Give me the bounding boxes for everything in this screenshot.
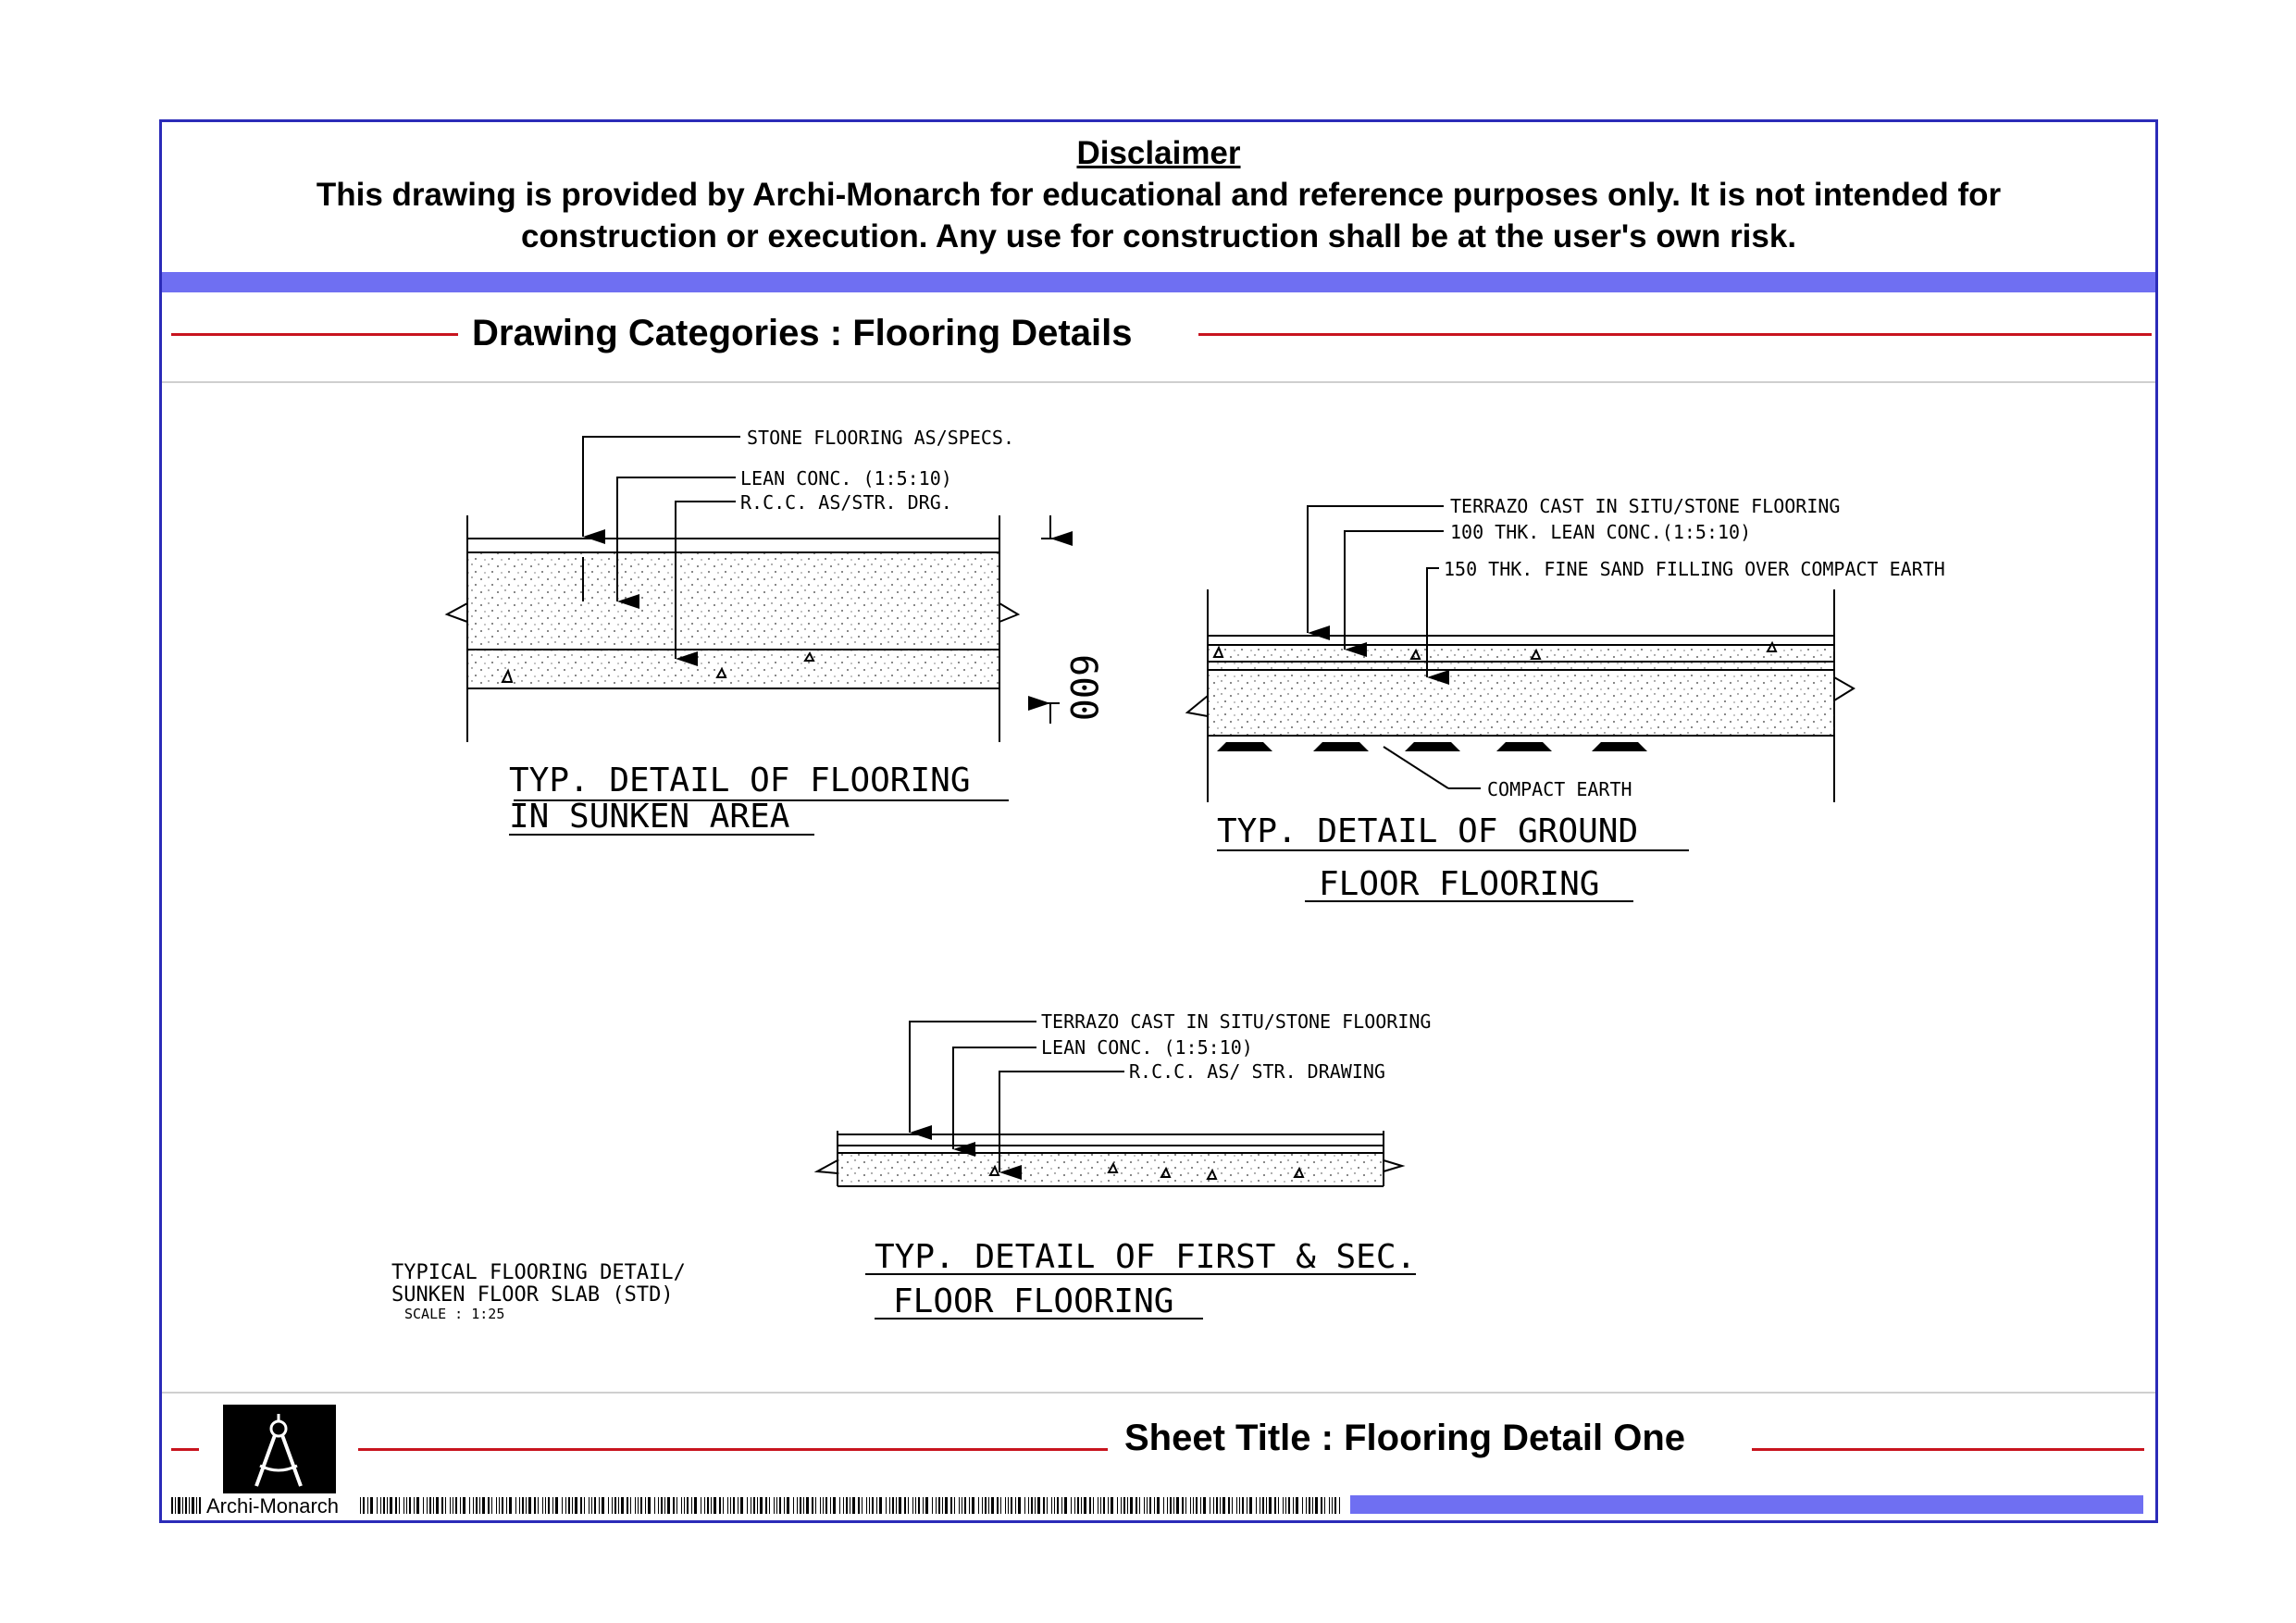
barcode-bar — [711, 1497, 712, 1514]
barcode-bar — [482, 1497, 485, 1514]
barcode-bar — [1176, 1497, 1179, 1514]
barcode-bar — [985, 1497, 987, 1514]
barcode-bar — [862, 1497, 863, 1514]
barcode-bar — [416, 1497, 419, 1514]
barcode-bar — [1061, 1497, 1062, 1514]
barcode-bar — [1136, 1497, 1137, 1514]
disclaimer-line-1: This drawing is provided by Archi-Monarch for educational and reference purposes only. It is not intended for — [316, 177, 2002, 213]
barcode-bar — [1339, 1497, 1340, 1514]
barcode-bar — [923, 1497, 924, 1514]
sunken-title-2: IN SUNKEN AREA — [509, 798, 790, 836]
barcode-bar — [548, 1497, 550, 1514]
barcode-bar — [403, 1497, 404, 1514]
barcode-bar — [866, 1497, 867, 1514]
barcode-bar — [455, 1497, 457, 1514]
barcode-bar — [876, 1497, 877, 1514]
barcode-bar — [515, 1497, 516, 1514]
barcode-bar — [608, 1497, 609, 1514]
barcode-bar — [714, 1497, 716, 1514]
barcode-bar — [1117, 1497, 1118, 1514]
note-line-1: TYPICAL FLOORING DETAIL/ — [391, 1261, 686, 1284]
barcode-bar — [502, 1497, 503, 1514]
barcode-bar — [1139, 1497, 1140, 1514]
barcode-bar — [869, 1497, 870, 1514]
barcode-bar — [612, 1497, 613, 1514]
barcode-bar — [476, 1497, 478, 1514]
barcode-bar — [584, 1497, 585, 1514]
barcode-bar — [1216, 1497, 1218, 1514]
note-line-2: SUNKEN FLOOR SLAB (STD) — [391, 1283, 674, 1307]
barcode-bar — [460, 1497, 461, 1514]
barcode-bar — [1154, 1497, 1155, 1514]
ground-title-1: TYP. DETAIL OF GROUND — [1217, 812, 1639, 850]
barcode-bar — [414, 1497, 415, 1514]
barcode-bar — [691, 1497, 692, 1514]
barcode-bar — [377, 1497, 378, 1514]
barcode-bar — [988, 1497, 989, 1514]
barcode-bar — [479, 1497, 480, 1514]
barcode-bar — [784, 1497, 785, 1514]
barcode-bar — [519, 1497, 520, 1514]
barcode-bar — [915, 1497, 916, 1514]
barcode-bar — [1024, 1497, 1025, 1514]
barcode-bar — [1321, 1497, 1322, 1514]
barcode-bar — [959, 1497, 960, 1514]
barcode-bar — [969, 1497, 970, 1514]
barcode-bar — [528, 1497, 531, 1514]
barcode-bar — [694, 1497, 697, 1514]
barcode-bar — [839, 1497, 840, 1514]
barcode-bar — [757, 1497, 758, 1514]
footer-rule-left — [171, 1448, 199, 1451]
barcode-bar — [769, 1497, 770, 1514]
category-row — [162, 292, 2155, 383]
barcode-bar — [473, 1497, 474, 1514]
barcode-bar — [673, 1497, 675, 1514]
barcode-bar — [723, 1497, 724, 1514]
barcode-bar — [1220, 1497, 1221, 1514]
ground-label-lean: 100 THK. LEAN CONC.(1:5:10) — [1450, 521, 1752, 543]
barcode-bar — [954, 1497, 955, 1514]
barcode-bar — [899, 1497, 901, 1514]
barcode-bar — [441, 1497, 443, 1514]
barcode-bar — [1028, 1497, 1029, 1514]
footer-rule-mid — [358, 1448, 1108, 1451]
barcode-bar — [858, 1497, 860, 1514]
barcode-bar — [812, 1497, 813, 1514]
barcode-bar — [568, 1497, 570, 1514]
barcode-bar — [1222, 1497, 1225, 1514]
upper-title-2: FLOOR FLOORING — [893, 1282, 1174, 1320]
brand-name: Archi-Monarch — [206, 1494, 340, 1518]
barcode-bar — [360, 1497, 361, 1514]
barcode-bar — [892, 1497, 894, 1514]
barcode-bar — [427, 1497, 428, 1514]
barcode-bar — [661, 1497, 663, 1514]
barcode-bar — [779, 1497, 781, 1514]
barcode-bar — [1332, 1497, 1333, 1514]
barcode-bar — [800, 1497, 801, 1514]
barcode-bar — [552, 1497, 553, 1514]
barcode-bar — [1167, 1497, 1168, 1514]
barcode-bar — [1274, 1497, 1276, 1514]
barcode-bar — [1081, 1497, 1082, 1514]
barcode-bar — [1242, 1497, 1244, 1514]
barcode-bar — [1077, 1497, 1079, 1514]
barcode-bar — [972, 1497, 974, 1514]
barcode-bar — [1306, 1497, 1307, 1514]
barcode-bar — [991, 1497, 994, 1514]
barcode-bar — [433, 1497, 434, 1514]
barcode-bar — [912, 1497, 913, 1514]
barcode-bar — [562, 1497, 563, 1514]
ground-label-terrazo: TERRAZO CAST IN SITU/STONE FLOORING — [1450, 495, 1841, 517]
barcode-bar — [1054, 1497, 1055, 1514]
barcode-bar — [825, 1497, 827, 1514]
barcode-bar — [1288, 1497, 1290, 1514]
barcode-bar — [363, 1497, 365, 1514]
barcode-bar — [423, 1497, 424, 1514]
barcode-bar — [1193, 1497, 1194, 1514]
barcode-bar — [908, 1497, 909, 1514]
barcode-bar — [925, 1497, 928, 1514]
barcode-bar — [1130, 1497, 1133, 1514]
compass-icon — [223, 1405, 336, 1493]
barcode-bar — [370, 1497, 373, 1514]
barcode-bar — [635, 1497, 636, 1514]
barcode-bar — [918, 1497, 920, 1514]
upper-title-1: TYP. DETAIL OF FIRST & SEC. — [875, 1238, 1417, 1276]
barcode-bar — [1196, 1497, 1198, 1514]
barcode-bar — [630, 1497, 631, 1514]
barcode-bar — [1315, 1497, 1318, 1514]
barcode-bar — [760, 1497, 763, 1514]
barcode-bar — [1262, 1497, 1264, 1514]
ground-title-2: FLOOR FLOORING — [1319, 865, 1600, 903]
barcode-bar — [509, 1497, 512, 1514]
barcode-bar — [534, 1497, 536, 1514]
barcode-bar — [978, 1497, 979, 1514]
barcode-bar — [765, 1497, 767, 1514]
barcode-bar — [406, 1497, 407, 1514]
barcode-bar — [793, 1497, 794, 1514]
barcode-bar — [1121, 1497, 1122, 1514]
barcode-bar — [730, 1497, 731, 1514]
category-title: Drawing Categories : Flooring Details — [472, 313, 1133, 353]
barcode-bar — [1035, 1497, 1036, 1514]
barcode-bar — [872, 1497, 874, 1514]
barcode-bar — [1200, 1497, 1201, 1514]
barcode-bar — [964, 1497, 966, 1514]
ground-label-sand: 150 THK. FINE SAND FILLING OVER COMPACT EARTH — [1444, 558, 1945, 580]
barcode-bar — [846, 1497, 848, 1514]
barcode-bar — [1236, 1497, 1237, 1514]
barcode-bar — [1089, 1497, 1091, 1514]
barcode-bar — [1084, 1497, 1086, 1514]
drawing-sheet — [159, 119, 2158, 1523]
footer-blue-strip — [1350, 1495, 2143, 1514]
note-scale: SCALE : 1:25 — [404, 1306, 505, 1322]
barcode-bar — [806, 1497, 809, 1514]
barcode-bar — [1334, 1497, 1336, 1514]
barcode-bar — [1283, 1497, 1284, 1514]
barcode-bar — [506, 1497, 507, 1514]
barcode-bar — [1071, 1497, 1072, 1514]
barcode-bar — [1051, 1497, 1052, 1514]
barcode-bar — [591, 1497, 592, 1514]
barcode-bar — [1256, 1497, 1257, 1514]
barcode-bar — [753, 1497, 755, 1514]
barcode-bar — [436, 1497, 439, 1514]
upper-label-lean: LEAN CONC. (1:5:10) — [1041, 1036, 1253, 1059]
barcode-bar — [499, 1497, 500, 1514]
barcode-bar — [488, 1497, 490, 1514]
barcode-bar — [1005, 1497, 1006, 1514]
barcode-bar — [658, 1497, 659, 1514]
barcode-bar — [645, 1497, 646, 1514]
barcode-bar — [1302, 1497, 1303, 1514]
barcode-bar — [833, 1497, 836, 1514]
barcode-bar — [936, 1497, 937, 1514]
barcode-bar — [1149, 1497, 1151, 1514]
barcode-bar — [787, 1497, 789, 1514]
barcode-bar — [687, 1497, 689, 1514]
barcode-bar — [707, 1497, 709, 1514]
barcode-bar — [879, 1497, 882, 1514]
barcode-bar — [950, 1497, 952, 1514]
barcode-bar — [1228, 1497, 1230, 1514]
upper-label-terrazo: TERRAZO CAST IN SITU/STONE FLOORING — [1041, 1010, 1432, 1033]
barcode-bar — [565, 1497, 566, 1514]
barcode-bar — [684, 1497, 685, 1514]
barcode-bar — [932, 1497, 933, 1514]
barcode-bar — [542, 1497, 543, 1514]
barcode-bar — [580, 1497, 582, 1514]
barcode-bar — [1015, 1497, 1016, 1514]
barcode-bar — [676, 1497, 677, 1514]
barcode-bar — [747, 1497, 748, 1514]
barcode-bar — [429, 1497, 431, 1514]
barcode-right — [360, 1497, 1343, 1514]
barcode-bar — [1293, 1497, 1294, 1514]
barcode-bar — [383, 1497, 385, 1514]
sunken-dimension: 600 — [1061, 654, 1104, 722]
ground-label-earth: COMPACT EARTH — [1487, 778, 1632, 800]
barcode-bar — [719, 1497, 721, 1514]
barcode-bar — [1190, 1497, 1191, 1514]
barcode-bar — [1329, 1497, 1330, 1514]
barcode-bar — [627, 1497, 628, 1514]
barcode-bar — [1285, 1497, 1286, 1514]
category-rule-right — [1198, 333, 2152, 336]
barcode-bar — [1182, 1497, 1184, 1514]
barcode-bar — [1170, 1497, 1172, 1514]
barcode-bar — [1100, 1497, 1101, 1514]
barcode-bar — [367, 1497, 368, 1514]
barcode-bar — [1074, 1497, 1075, 1514]
barcode-bar — [648, 1497, 651, 1514]
drawing-area — [162, 381, 2155, 1392]
barcode-bar — [526, 1497, 527, 1514]
barcode-bar — [638, 1497, 639, 1514]
barcode-bar — [399, 1497, 400, 1514]
barcode-bar — [1147, 1497, 1148, 1514]
sunken-title-1: TYP. DETAIL OF FLOORING — [509, 762, 971, 799]
sunken-label-lean: LEAN CONC. (1:5:10) — [740, 467, 952, 489]
upper-label-rcc: R.C.C. AS/ STR. DRAWING — [1129, 1060, 1385, 1083]
barcode-bar — [1011, 1497, 1012, 1514]
barcode-left — [171, 1497, 205, 1514]
barcode-bar — [667, 1497, 670, 1514]
barcode-bar — [1108, 1497, 1109, 1514]
disclaimer-text — [217, 174, 2100, 257]
sunken-label-stone: STONE FLOORING AS/SPECS. — [747, 427, 1014, 449]
barcode-bar — [820, 1497, 821, 1514]
barcode-bar — [776, 1497, 777, 1514]
barcode-bar — [1157, 1497, 1160, 1514]
barcode-bar — [1018, 1497, 1021, 1514]
barcode-bar — [1266, 1497, 1267, 1514]
barcode-bar — [1144, 1497, 1145, 1514]
barcode-bar — [1037, 1497, 1040, 1514]
barcode-bar — [1232, 1497, 1233, 1514]
header-blue-band — [162, 272, 2155, 292]
barcode-bar — [1203, 1497, 1206, 1514]
disclaimer-title: Disclaimer — [1076, 135, 1241, 171]
barcode-bar — [1123, 1497, 1125, 1514]
detail-drawings — [162, 381, 2155, 1392]
barcode-bar — [380, 1497, 381, 1514]
barcode-bar — [395, 1497, 397, 1514]
barcode-bar — [621, 1497, 624, 1514]
barcode-bar — [1239, 1497, 1240, 1514]
barcode-bar — [1103, 1497, 1105, 1514]
barcode-bar — [852, 1497, 855, 1514]
barcode-bar — [589, 1497, 590, 1514]
barcode-bar — [982, 1497, 983, 1514]
barcode-bar — [1249, 1497, 1252, 1514]
barcode-bar — [1185, 1497, 1186, 1514]
barcode-bar — [1309, 1497, 1310, 1514]
barcode-bar — [1312, 1497, 1313, 1514]
barcode-bar — [538, 1497, 539, 1514]
barcode-bar — [599, 1497, 600, 1514]
barcode-bar — [1173, 1497, 1174, 1514]
barcode-bar — [409, 1497, 411, 1514]
barcode-bar — [1047, 1497, 1048, 1514]
barcode-bar — [797, 1497, 798, 1514]
barcode-bar — [664, 1497, 665, 1514]
barcode-bar — [904, 1497, 906, 1514]
barcode-bar — [889, 1497, 890, 1514]
barcode-bar — [491, 1497, 492, 1514]
barcode-bar — [445, 1497, 446, 1514]
barcode-bar — [896, 1497, 897, 1514]
barcode-bar — [774, 1497, 775, 1514]
barcode-bar — [575, 1497, 577, 1514]
barcode-bar — [594, 1497, 596, 1514]
barcode-bar — [572, 1497, 573, 1514]
disclaimer-line-2: construction or execution. Any use for construction shall be at the user's own risk. — [520, 218, 1797, 254]
category-rule-left — [171, 333, 458, 336]
barcode-bar — [830, 1497, 831, 1514]
barcode-bar — [614, 1497, 616, 1514]
barcode-bar — [704, 1497, 705, 1514]
barcode-bar — [602, 1497, 604, 1514]
barcode-bar — [823, 1497, 824, 1514]
barcode-bar — [545, 1497, 546, 1514]
barcode-bar — [1111, 1497, 1113, 1514]
barcode-bar — [469, 1497, 470, 1514]
barcode-bar — [450, 1497, 451, 1514]
barcode-bar — [1324, 1497, 1325, 1514]
barcode-bar — [886, 1497, 887, 1514]
barcode-bar — [1057, 1497, 1059, 1514]
barcode-bar — [463, 1497, 465, 1514]
barcode-bar — [1093, 1497, 1094, 1514]
barcode-bar — [945, 1497, 948, 1514]
barcode-bar — [1296, 1497, 1298, 1514]
compass-logo-graphic — [223, 1405, 336, 1493]
barcode-bar — [1008, 1497, 1009, 1514]
barcode-bar — [555, 1497, 558, 1514]
barcode-bar — [803, 1497, 804, 1514]
barcode-bar — [1031, 1497, 1033, 1514]
barcode-bar — [387, 1497, 388, 1514]
barcode-bar — [1000, 1497, 1001, 1514]
barcode-bar — [654, 1497, 655, 1514]
barcode-bar — [997, 1497, 999, 1514]
barcode-bar — [522, 1497, 524, 1514]
barcode-bar — [740, 1497, 743, 1514]
barcode-bar — [681, 1497, 682, 1514]
barcode-bar — [390, 1497, 392, 1514]
compact-earth-hatches — [1217, 742, 1647, 751]
barcode-bar — [1043, 1497, 1045, 1514]
barcode-bar — [1127, 1497, 1128, 1514]
barcode-bar — [1064, 1497, 1067, 1514]
barcode-bar — [496, 1497, 497, 1514]
barcode-bar — [843, 1497, 844, 1514]
barcode-bar — [1269, 1497, 1272, 1514]
barcode-bar — [1278, 1497, 1279, 1514]
footer-separator — [162, 1392, 2155, 1394]
barcode-bar — [815, 1497, 816, 1514]
sheet-title: Sheet Title : Flooring Detail One — [1124, 1418, 1685, 1458]
sunken-label-rcc: R.C.C. AS/STR. DRG. — [740, 491, 952, 514]
barcode-bar — [640, 1497, 642, 1514]
barcode-bar — [1213, 1497, 1214, 1514]
barcode-bar — [733, 1497, 735, 1514]
barcode-bar — [1163, 1497, 1164, 1514]
barcode-bar — [727, 1497, 728, 1514]
barcode-bar — [938, 1497, 940, 1514]
footer-rule-right — [1752, 1448, 2144, 1451]
barcode-bar — [618, 1497, 619, 1514]
barcode-bar — [942, 1497, 943, 1514]
